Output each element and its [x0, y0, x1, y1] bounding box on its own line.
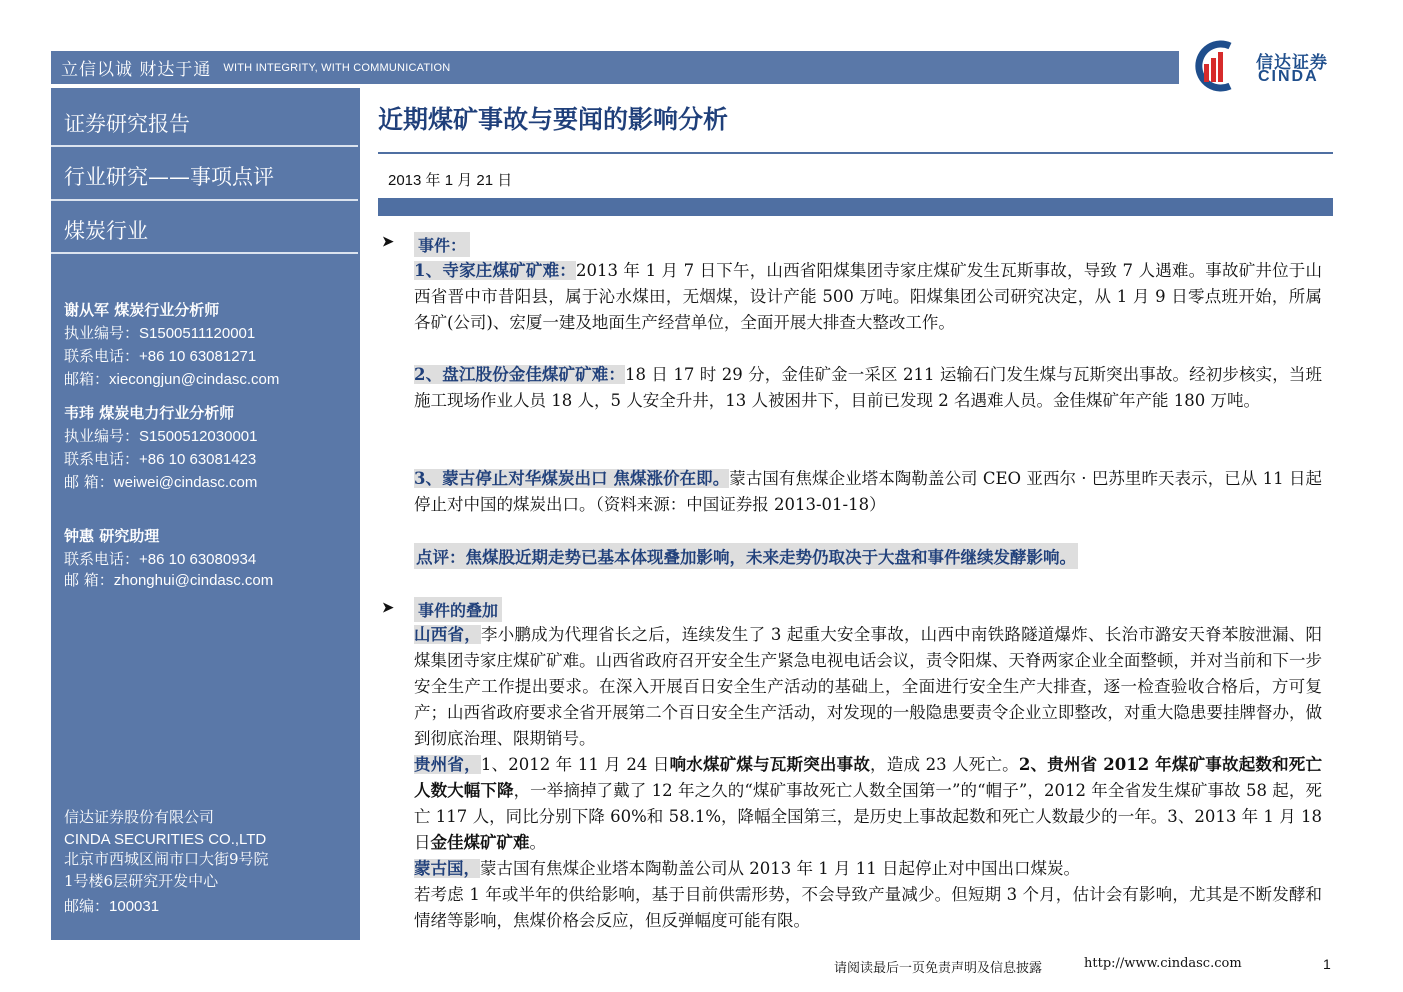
- company-name-en: CINDA SECURITIES CO.,LTD: [64, 831, 267, 848]
- country-paragraph-mongolia: 蒙古国，蒙古国有焦煤企业塔本陶勒盖公司从 2013 年 1 月 11 日起停止对中国出口煤炭。: [414, 859, 1080, 878]
- analyst-name: 钟惠 研究助理: [64, 527, 160, 545]
- analyst-phone: 联系电话：+86 10 63081423: [64, 450, 257, 468]
- section-heading-events: 事件：: [414, 232, 470, 257]
- comment-highlight: 点评：焦煤股近期走势已基本体现叠加影响，未来走势仍取决于大盘和事件继续发酵影响。: [414, 543, 1078, 569]
- event-item: 3、蒙古停止对华煤炭出口 焦煤涨价在即。蒙古国有焦煤企业塔本陶勒盖公司 CEO 亚西尔 · 巴苏里昨天表示，已从 11 日起停止对中国的煤炭出口。（资料来源：中国证券报 2013-01-18）: [414, 469, 1322, 514]
- analyst-email: 邮 箱：zhonghui@cindasc.com: [64, 571, 274, 589]
- company-address: 北京市西城区闹市口大街9号院: [64, 850, 269, 868]
- sidebar-divider: [51, 199, 358, 201]
- analyst-email: 邮箱：xiecongjun@cindasc.com: [64, 370, 280, 388]
- footer-url[interactable]: http://www.cindasc.com: [1084, 956, 1242, 971]
- report-date: 2013 年 1 月 21 日: [388, 172, 513, 189]
- company-address: 1号楼6层研究开发中心: [64, 872, 219, 890]
- cinda-logo-icon: [1190, 40, 1252, 92]
- motto-en: WITH INTEGRITY, WITH COMMUNICATION: [223, 61, 451, 74]
- analyst-license: 执业编号：S1500512030001: [64, 427, 258, 445]
- company-postcode: 邮编：100031: [64, 897, 160, 915]
- closing-paragraph: 若考虑 1 年或半年的供给影响，基于目前供需形势，不会导致产量减少。但短期 3 个月，估计会有影响，尤其是不断发酵和情绪等影响，焦煤价格会反应，但反弹幅度可能有限。: [414, 885, 1322, 930]
- sidebar-section-industry: 煤炭行业: [64, 219, 148, 243]
- header-bar: [51, 51, 1179, 84]
- motto-cn: 立信以诚 财达于通: [61, 60, 212, 80]
- sidebar-section-research-type: 行业研究——事项点评: [64, 165, 274, 189]
- company-name-cn: 信达证券股份有限公司: [64, 808, 215, 826]
- analyst-phone: 联系电话：+86 10 63081271: [64, 347, 257, 365]
- analyst-name: 韦玮 煤炭电力行业分析师: [64, 404, 235, 422]
- province-paragraph-shanxi: 山西省，李小鹏成为代理省长之后，连续发生了 3 起重大安全事故，山西中南铁路隧道爆炸、长治市潞安天脊苯胺泄漏、阳煤集团寺家庄煤矿矿难。山西省政府召开安全生产紧急电视电话会议，责令阳煤、天脊两家企业全面整顿，并对当前和下一步安全生产工作提出要求。在深入开展百日安全生产活动的基础上，全面进行安全生产大排查，逐一检查验收合格后，方可复产；山西省政府要求全省开展第二个百日安全生产活动，对发现的一般隐患要责令企业立即整改，对重大隐患要挂牌督办，做到彻底治理、限期销号。: [414, 625, 1322, 748]
- date-bar: [378, 198, 1333, 216]
- report-title: 近期煤矿事故与要闻的影响分析: [378, 105, 729, 134]
- bullet-arrow-icon: ➤: [382, 600, 394, 616]
- province-paragraph-guizhou: 贵州省，1、2012 年 11 月 24 日响水煤矿煤与瓦斯突出事故，造成 23 人死亡。2、贵州省 2012 年煤矿事故起数和死亡人数大幅下降，一举摘掉了戴了 12 年之久的“煤矿事故死亡人数全国第一”的“帽子”，2012 年全省发生煤矿事故 58 起，死亡 117 人，同比分别下降 60%和 58.1%，降幅全国第三，是历史上事故起数和死亡人数最少的一年。3、2013 年 1 月 18 日金佳煤矿矿难。: [414, 755, 1323, 852]
- sidebar-divider: [51, 252, 358, 254]
- bullet-arrow-icon: ➤: [382, 234, 394, 250]
- footer-disclaimer: 请阅读最后一页免责声明及信息披露: [834, 961, 1043, 976]
- analyst-name: 谢从军 煤炭行业分析师: [64, 301, 220, 319]
- cinda-logo: [1190, 40, 1340, 92]
- sidebar-section-report-type: 证券研究报告: [64, 112, 190, 136]
- brand-name-cn: 信达证券: [1256, 53, 1328, 73]
- analyst-license: 执业编号：S1500511120001: [64, 324, 256, 342]
- brand-name-en: CINDA: [1258, 68, 1319, 85]
- event-item: 1、寺家庄煤矿矿难：2013 年 1 月 7 日下午，山西省阳煤集团寺家庄煤矿发生瓦斯事故，导致 7 人遇难。事故矿井位于山西省晋中市昔阳县，属于沁水煤田，无烟煤，设计产能 500 万吨。阳煤集团公司研究决定，从 1 月 9 日零点班开始，所属各矿(公司)、宏厦一建及地面生产经营单位，全面开展大排查大整改工作。: [414, 261, 1322, 332]
- event-item: 2、盘江股份金佳煤矿矿难：18 日 17 时 29 分，金佳矿金一采区 211 运输石门发生煤与瓦斯突出事故。经初步核实，当班施工现场作业人员 18 人，5 人安全升井，13 人被困井下，目前已发现 2 名遇难人员。金佳煤矿年产能 180 万吨。: [414, 365, 1322, 410]
- section-heading-overlay: 事件的叠加: [414, 597, 502, 622]
- page-number: 1: [1323, 956, 1331, 972]
- analyst-email: 邮 箱：weiwei@cindasc.com: [64, 473, 258, 491]
- sidebar-divider: [51, 145, 358, 147]
- title-divider: [378, 152, 1333, 154]
- sidebar: [51, 88, 360, 940]
- analyst-phone: 联系电话：+86 10 63080934: [64, 550, 257, 568]
